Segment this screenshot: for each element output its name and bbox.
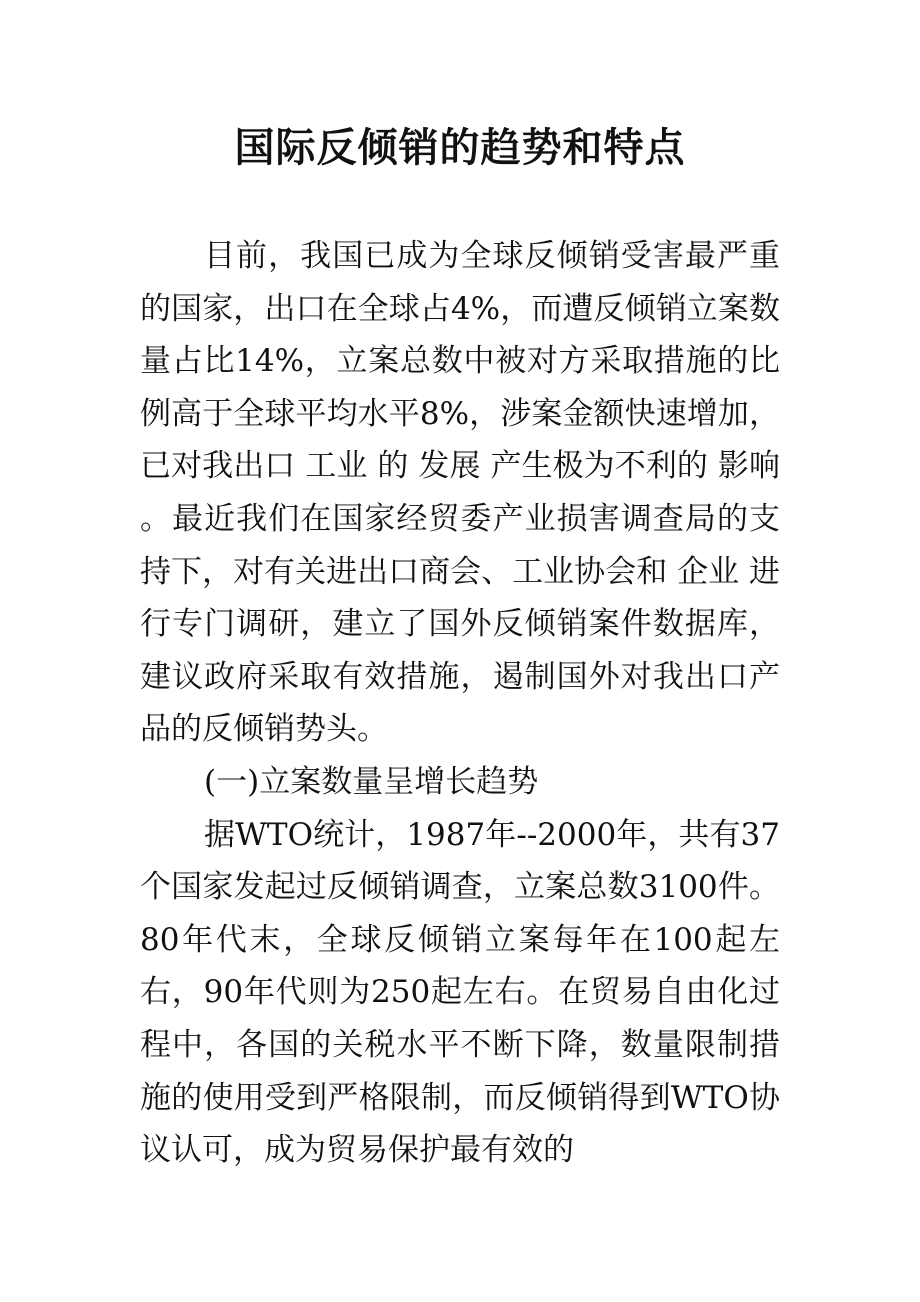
paragraph-intro: 目前，我国已成为全球反倾销受害最严重的国家，出口在全球占4%，而遭反倾销立案数量占比14%，立案总数中被对方采取措施的比例高于全球平均水平8%，涉案金额快速增加，已对我出口 工业 的 发展 产生极为不利的 影响 。最近我们在国家经贸委产业损害调查局的支持下，对有关进出口商会、工业协会和 企业 进行专门调研，建立了国外反倾销案件数据库，建议政府采取有效措施，遏制国外对我出口产品的反倾销势头。 bbox=[140, 238, 780, 748]
paragraph-statistics: 据WTO统计，1987年--2000年，共有37个国家发起过反倾销调查，立案总数3100件。80年代末，全球反倾销立案每年在100起左右，90年代则为250起左右。在贸易自由化过程中，各国的关税水平不断下降，数量限制措施的使用受到严格限制，而反倾销得到WTO协议认可，成为贸易保护最有效的 bbox=[140, 816, 780, 1169]
section-heading: (一)立案数量呈增长趋势 bbox=[204, 763, 539, 800]
document-body bbox=[140, 230, 780, 1177]
document-title: 国际反倾销的趋势和特点 bbox=[234, 125, 686, 171]
